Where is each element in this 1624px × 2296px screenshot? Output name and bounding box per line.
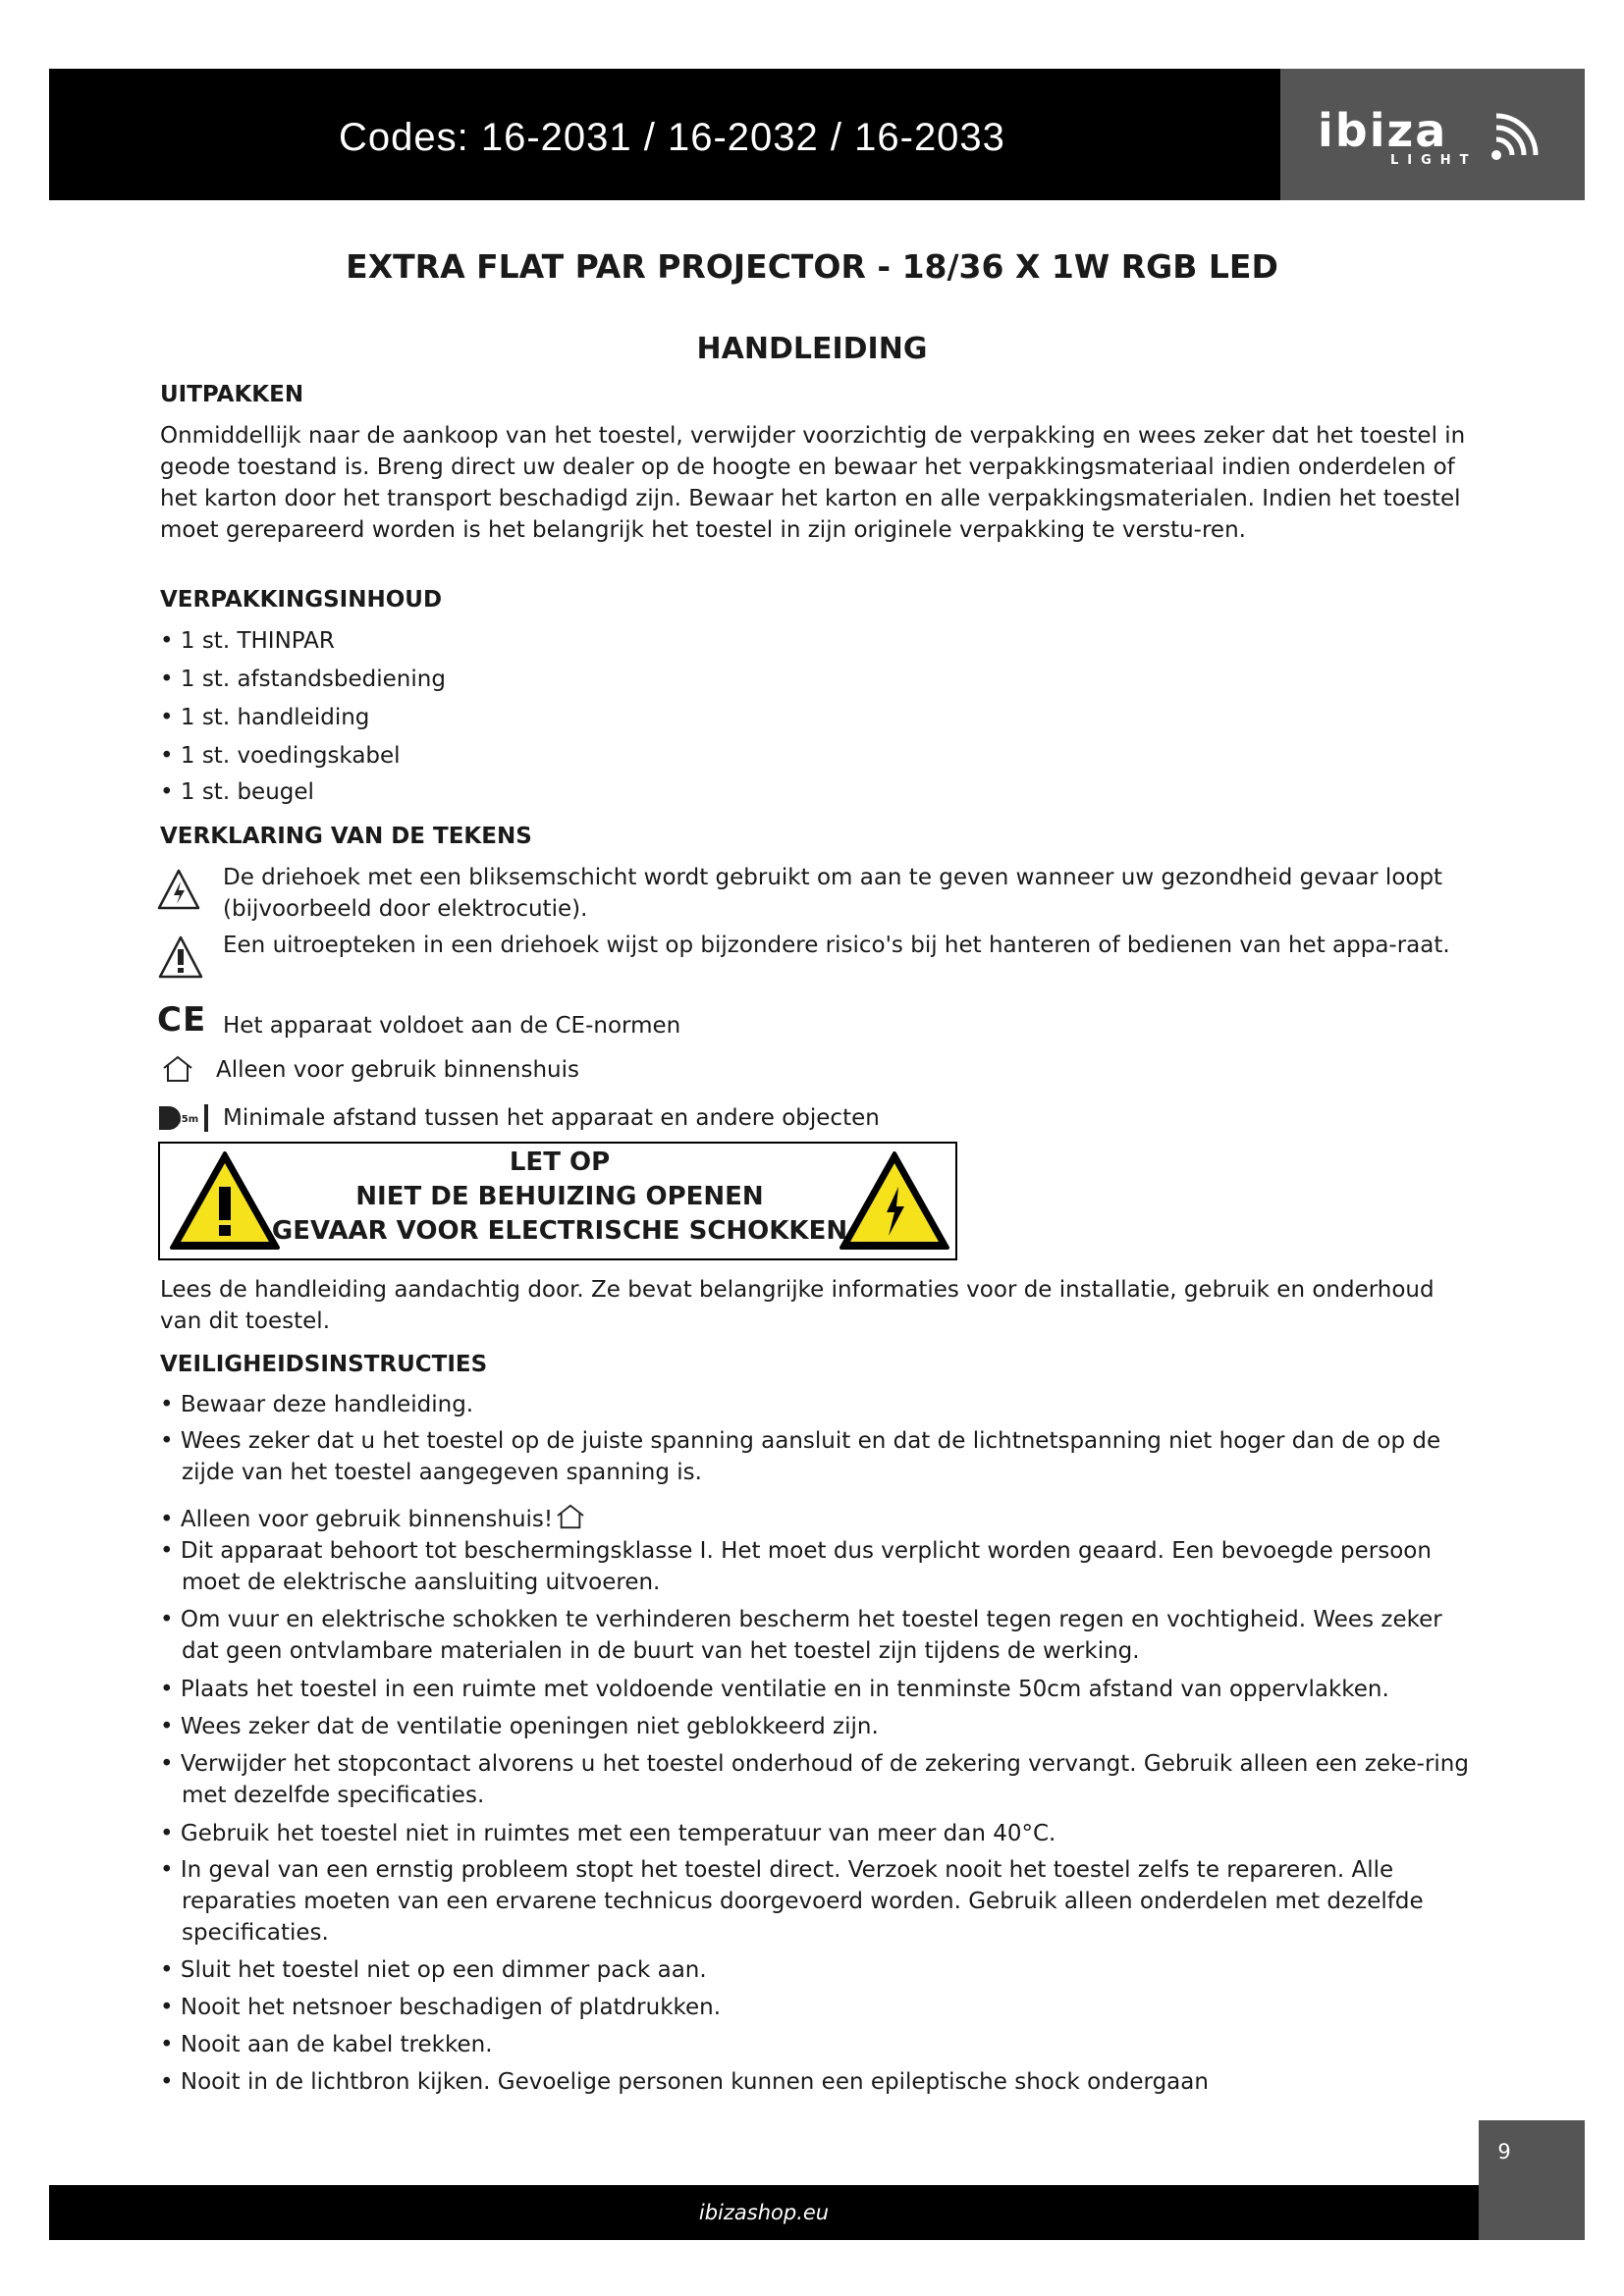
list-item: • In geval van een ernstig probleem stopt het toestel direct. Verzoek nooit het toestel zelfs te repareren. Alle reparaties moeten van een ervarene technicus doorgevoerd worden. Gebruik alleen onderdelen met dezelfde specificaties. [160, 1857, 1424, 1946]
symbol-exclamation-text: Een uitroepteken in een driehoek wijst op bijzondere risico's bij het hanteren of bedienen van het appa-raat. [223, 933, 1450, 958]
unpacking-text: Onmiddellijk naar de aankoop van het toestel, verwijder voorzichtig de verpakking en wees zeker dat het toestel in geode toestand is. Breng direct uw dealer op de hoogte en bewaar het verpakkingsmateriaal indien onderdelen of het karton door het transport beschadigd zijn. Bewaar het karton en alle verpakkingsmaterialen. Indien het toestel moet gerepareerd worden is het belangrijk het toestel in zijn originele verpakking te verstu-ren. [160, 423, 1466, 543]
distance-icon [157, 1102, 210, 1134]
list-item: • 1 st. beugel [160, 779, 314, 805]
house-icon [161, 1054, 194, 1084]
symbol-ce-text: Het apparaat voldoet aan de CE-normen [223, 1013, 681, 1039]
symbol-exclamation-row [157, 930, 1473, 998]
lightning-triangle-icon [157, 868, 200, 911]
page-number-box [1479, 2120, 1585, 2240]
list-item: • Nooit aan de kabel trekken. [160, 2032, 493, 2057]
page-number: 9 [1497, 2140, 1511, 2163]
list-item [160, 1499, 586, 1535]
list-item: • Dit apparaat behoort tot beschermingsklasse I. Het moet dus verplicht worden geaard. Een bevoegde persoon moet de elektrische aansluiting uitvoeren. [160, 1538, 1432, 1595]
product-codes: Codes: 16-2031 / 16-2032 / 16-2033 [339, 116, 1005, 159]
house-icon [555, 1503, 586, 1530]
list-item: • Bewaar deze handleiding. [160, 1392, 474, 1417]
warning-box [158, 1142, 957, 1260]
unpacking-heading: UITPAKKEN [160, 382, 304, 407]
warning-line-2: NIET DE BEHUIZING OPENEN [355, 1182, 764, 1211]
exclamation-triangle-icon [157, 934, 204, 980]
distance-label: 0,5m [171, 1114, 199, 1125]
list-item: • 1 st. afstandsbediening [160, 667, 446, 692]
symbol-ce-row [157, 1000, 1473, 1049]
list-item: • Nooit het netsnoer beschadigen of platdrukken. [160, 1995, 722, 2020]
symbol-lightning-text: De driehoek met een bliksemschicht wordt gebruikt om aan te geven wanneer uw gezondheid gevaar loopt (bijvoorbeeld door elektrocutie). [223, 865, 1443, 922]
safety-heading: VEILIGHEIDSINSTRUCTIES [160, 1352, 488, 1377]
list-item: • Verwijder het stopcontact alvorens u het toestel onderhoud of de zekering vervangt. Gebruik alleen een zeke-ring met dezelfde specificaties. [160, 1751, 1469, 1808]
symbols-heading: VERKLARING VAN DE TEKENS [160, 824, 532, 849]
list-item: • 1 st. voedingskabel [160, 743, 401, 769]
list-item: • 1 st. handleiding [160, 705, 370, 730]
document-subtitle [0, 332, 1624, 366]
symbol-distance-text: Minimale afstand tussen het apparaat en andere objecten [223, 1105, 880, 1131]
list-item: • Wees zeker dat u het toestel op de juiste spanning aansluit en dat de lichtnetspanning niet hoger dan de op de zijde van het toestel aangegeven spanning is. [160, 1428, 1441, 1485]
list-item: • Gebruik het toestel niet in ruimtes met een temperatuur van meer dan 40°C. [160, 1821, 1056, 1846]
list-item: • Plaats het toestel in een ruimte met voldoende ventilatie en in tenminste 50cm afstand van oppervlakken. [160, 1677, 1389, 1702]
indoor-only-text: • Alleen voor gebruik binnenshuis! [160, 1507, 554, 1532]
list-item: • Wees zeker dat de ventilatie openingen niet geblokkeerd zijn. [160, 1714, 879, 1739]
list-item: • Nooit in de lichtbron kijken. Gevoelige personen kunnen een epileptische shock ondergaan [160, 2069, 1209, 2095]
footer-url[interactable]: ibizashop.eu [698, 2201, 830, 2224]
list-item: • Om vuur en elektrische schokken te verhinderen bescherm het toestel tegen regen en vochtigheid. Wees zeker dat geen ontvlambare materialen in de buurt van het toestel zijn tijdens de werking. [160, 1607, 1442, 1664]
symbol-indoor-row [157, 1054, 1473, 1094]
list-item: • 1 st. THINPAR [160, 628, 335, 654]
subtitle-text: HANDLEIDING [696, 332, 928, 366]
list-item: • Sluit het toestel niet op een dimmer pack aan. [160, 1957, 707, 1983]
ce-mark-icon: CE [157, 1000, 207, 1040]
logo-sub: LIGHT [1390, 153, 1478, 168]
symbol-indoor-text: Alleen voor gebruik binnenshuis [216, 1057, 580, 1083]
symbol-distance-row [157, 1102, 1473, 1142]
symbol-lightning-row [157, 862, 1473, 931]
wifi-waves-icon [1485, 108, 1553, 167]
logo-word: ibiza [1318, 104, 1448, 157]
warning-line-1: LET OP [509, 1148, 611, 1177]
warning-line-3: GEVAAR VOOR ELECTRISCHE SCHOKKEN [271, 1216, 848, 1246]
document-title: EXTRA FLAT PAR PROJECTOR - 18/36 X 1W RGB LED [346, 247, 1278, 286]
brand-logo [1280, 69, 1585, 200]
contents-heading: VERPAKKINGSINHOUD [160, 587, 443, 613]
read-manual-text: Lees de handleiding aandachtig door. Ze bevat belangrijke informaties voor de installatie, gebruik en onderhoud van dit toestel. [160, 1277, 1435, 1334]
